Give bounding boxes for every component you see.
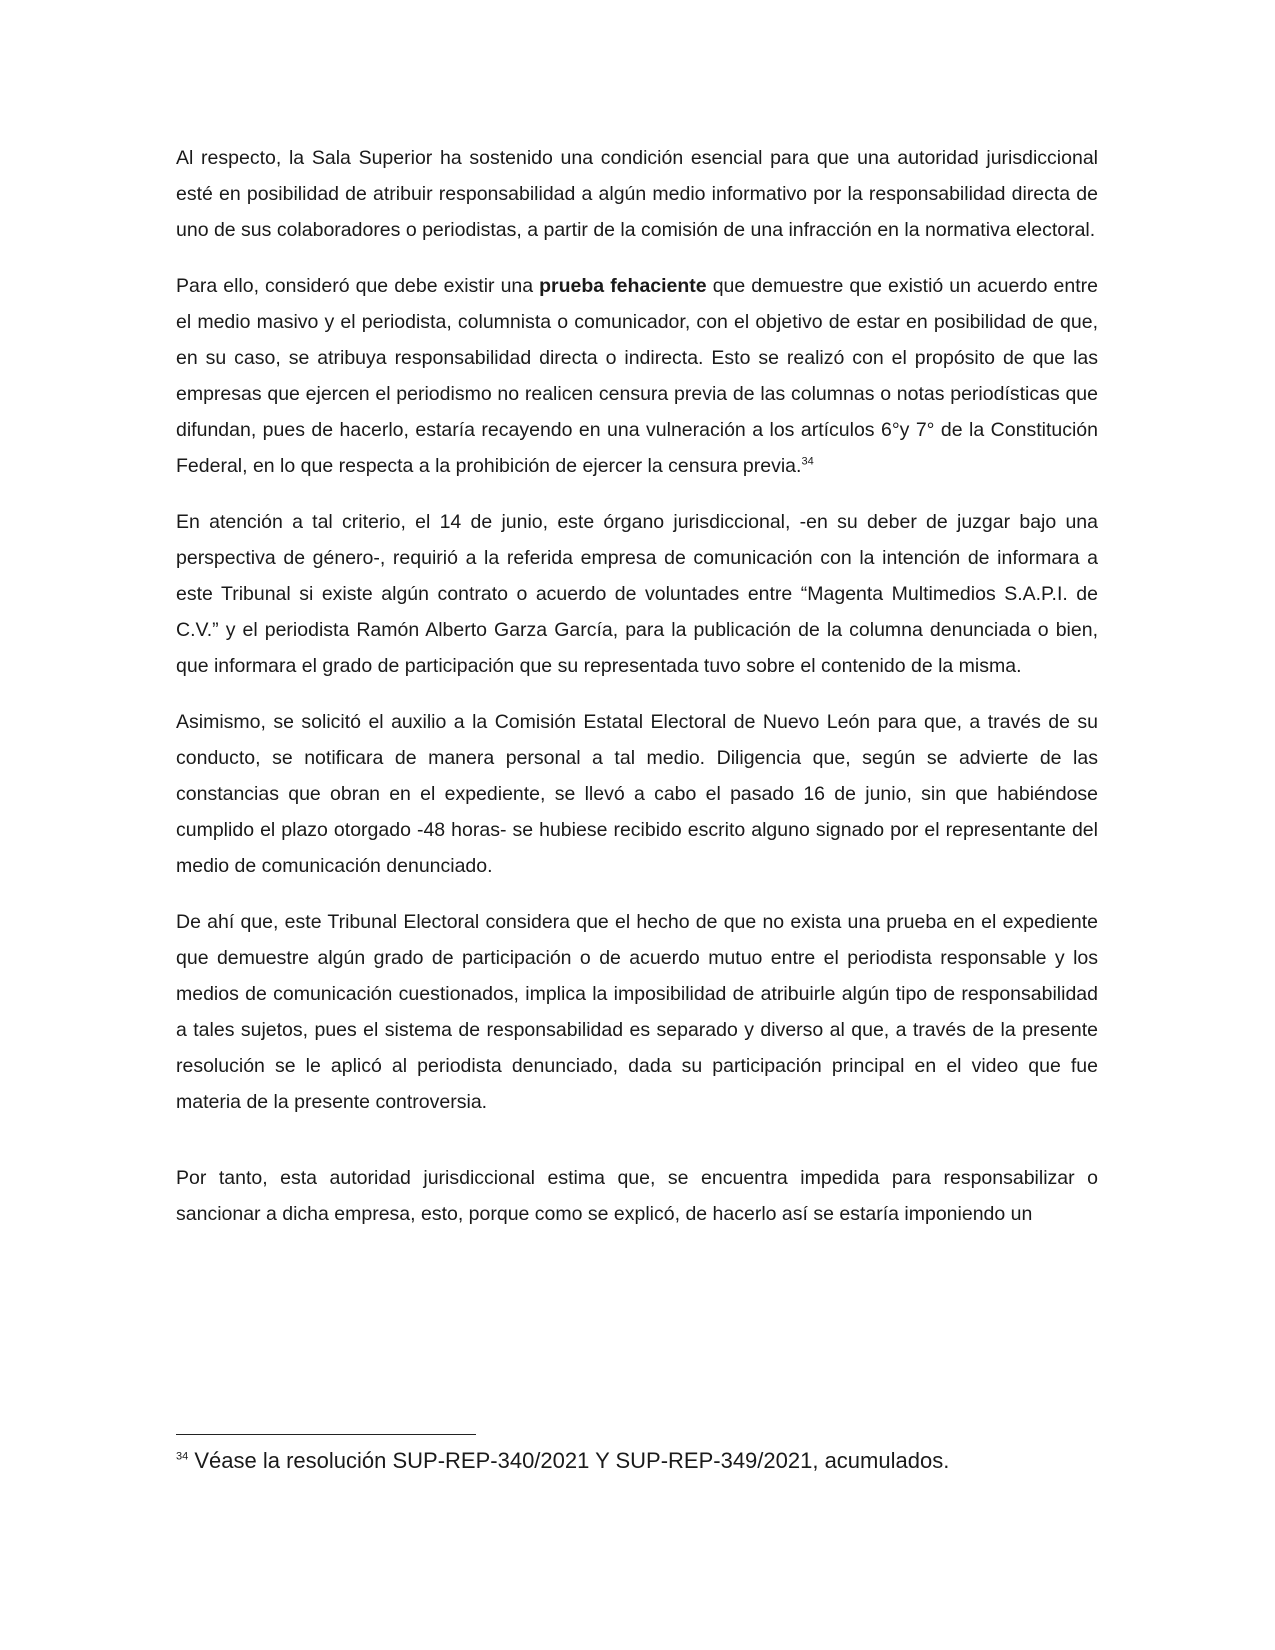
footnote-number: 34	[176, 1450, 189, 1463]
footnote-text: Véase la resolución SUP-REP-340/2021 Y SUP-REP-349/2021, acumulados.	[188, 1448, 950, 1473]
paragraph-2-text-start: Para ello, consideró que debe existir una	[176, 275, 540, 297]
bold-phrase: prueba fehaciente	[539, 275, 707, 297]
footnote-separator	[176, 1434, 476, 1435]
paragraph-3: En atención a tal criterio, el 14 de junio, este órgano jurisdiccional, -en su deber de juzgar bajo una perspectiva de género-, requirió a la referida empresa de comunicación con la intención de informara a este Tribunal si existe algún contrato o acuerdo de voluntades entre “Magenta Multimedios S.A.P.I. de C.V.” y el periodista Ramón Alberto Garza García, para la publicación de la columna denunciada o bien, que informara el grado de participación que su representada tuvo sobre el contenido de la misma.	[176, 511, 1098, 677]
paragraph-1: Al respecto, la Sala Superior ha sostenido una condición esencial para que una autoridad jurisdiccional esté en posibilidad de atribuir responsabilidad a algún medio informativo por la responsabilidad directa de uno de sus colaboradores o periodistas, a partir de la comisión de una infracción en la normativa electoral.	[176, 147, 1098, 241]
footnote	[176, 1446, 1098, 1476]
paragraph-4: Asimismo, se solicitó el auxilio a la Comisión Estatal Electoral de Nuevo León para que, a través de su conducto, se notificara de manera personal a tal medio. Diligencia que, según se advierte de las constancias que obran en el expediente, se llevó a cabo el pasado 16 de junio, sin que habiéndose cumplido el plazo otorgado -48 horas- se hubiese recibido escrito alguno signado por el representante del medio de comunicación denunciado.	[176, 711, 1098, 877]
paragraph-5: De ahí que, este Tribunal Electoral considera que el hecho de que no exista una prueba en el expediente que demuestre algún grado de participación o de acuerdo mutuo entre el periodista responsable y los medios de comunicación cuestionados, implica la imposibilidad de atribuirle algún tipo de responsabilidad a tales sujetos, pues el sistema de responsabilidad es separado y diverso al que, a través de la presente resolución se le aplicó al periodista denunciado, dada su participación principal en el video que fue materia de la presente controversia.	[176, 911, 1098, 1113]
document-body	[176, 140, 1098, 1252]
paragraph-2	[176, 268, 1098, 484]
paragraph-2-text-end: que demuestre que existió un acuerdo entre el medio masivo y el periodista, columnista o comunicador, con el objetivo de estar en posibilidad de que, en su caso, se atribuya responsabilidad directa o indirecta. Esto se realizó con el propósito de que las empresas que ejercen el periodismo no realicen censura previa de las columnas o notas periodísticas que difundan, pues de hacerlo, estaría recayendo en una vulneración a los artículos 6°y 7° de la Constitución Federal, en lo que respecta a la prohibición de ejercer la censura previa.	[176, 275, 1098, 477]
paragraph-6: Por tanto, esta autoridad jurisdiccional estima que, se encuentra impedida para responsabilizar o sancionar a dicha empresa, esto, porque como se explicó, de hacerlo así se estaría imponiendo un	[176, 1167, 1098, 1225]
footnote-reference[interactable]: 34	[801, 455, 814, 468]
